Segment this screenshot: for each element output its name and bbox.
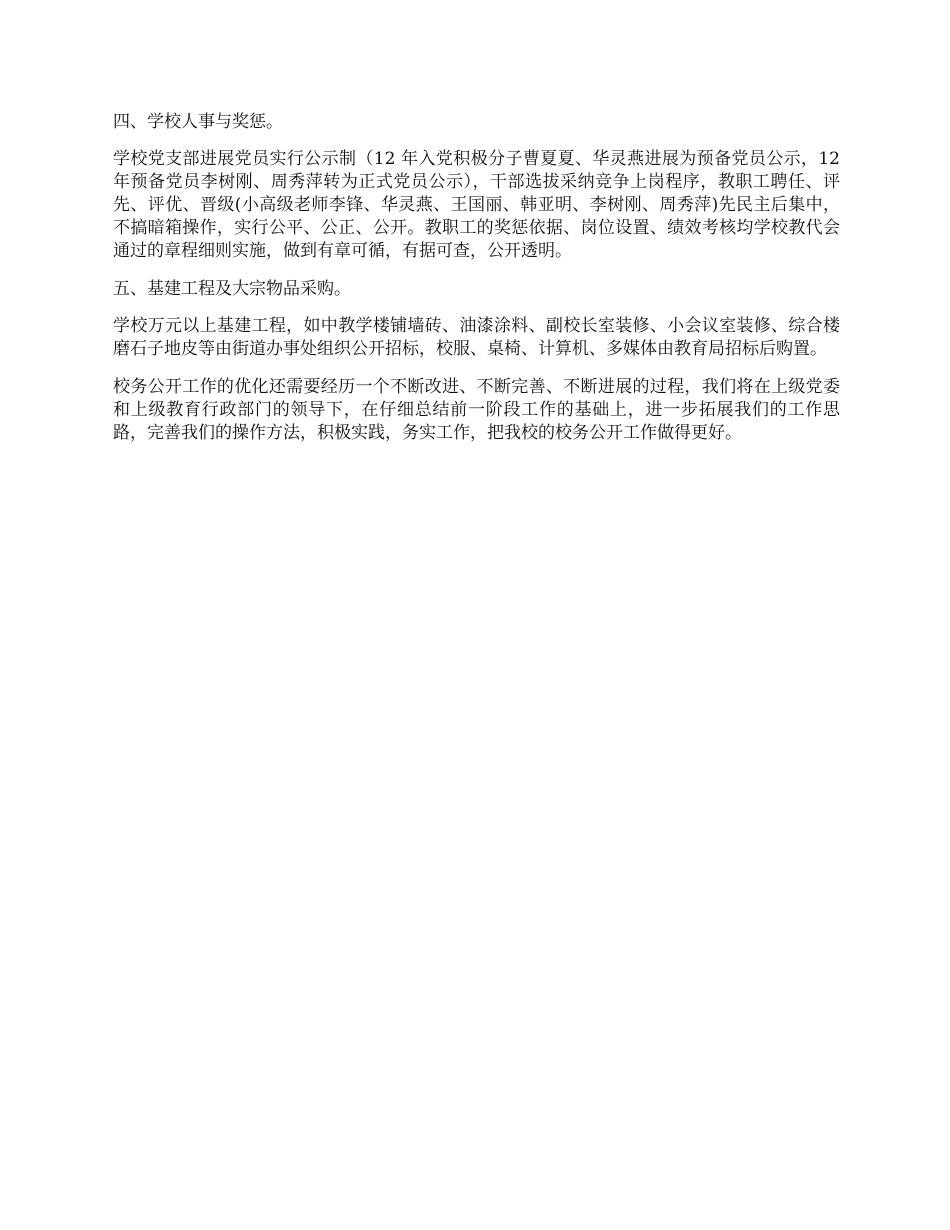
section-heading-personnel: 四、学校人事与奖惩。 bbox=[113, 112, 283, 132]
section-paragraph-construction: 学校万元以上基建工程，如中教学楼铺墙砖、油漆涂料、副校长室装修、小会议室装修、综合楼磨石子地皮等由街道办事处组织公开招标，校服、桌椅、计算机、多媒体由教育局招标后购置。 bbox=[113, 316, 840, 359]
section-paragraph-personnel: 学校党支部进展党员实行公示制（12 年入党积极分子曹夏夏、华灵燕进展为预备党员公示，12 年预备党员李树刚、周秀萍转为正式党员公示），干部选拔采纳竞争上岗程序，教职工聘任、评先、评优、晋级(小高级老师李锋、华灵燕、王国丽、韩亚明、李树刚、周秀萍)先民主后集中，不搞暗箱操作，实行公平、公正、公开。教职工的奖惩依据、岗位设置、绩效考核均学校教代会通过的章程细则实施，做到有章可循，有据可查，公开透明。 bbox=[113, 149, 840, 261]
closing-paragraph: 校务公开工作的优化还需要经历一个不断改进、不断完善、不断进展的过程，我们将在上级党委和上级教育行政部门的领导下，在仔细总结前一阶段工作的基础上，进一步拓展我们的工作思路，完善我们的操作方法，积极实践，务实工作，把我校的校务公开工作做得更好。 bbox=[113, 377, 840, 443]
section-heading-construction: 五、基建工程及大宗物品采购。 bbox=[113, 279, 351, 299]
